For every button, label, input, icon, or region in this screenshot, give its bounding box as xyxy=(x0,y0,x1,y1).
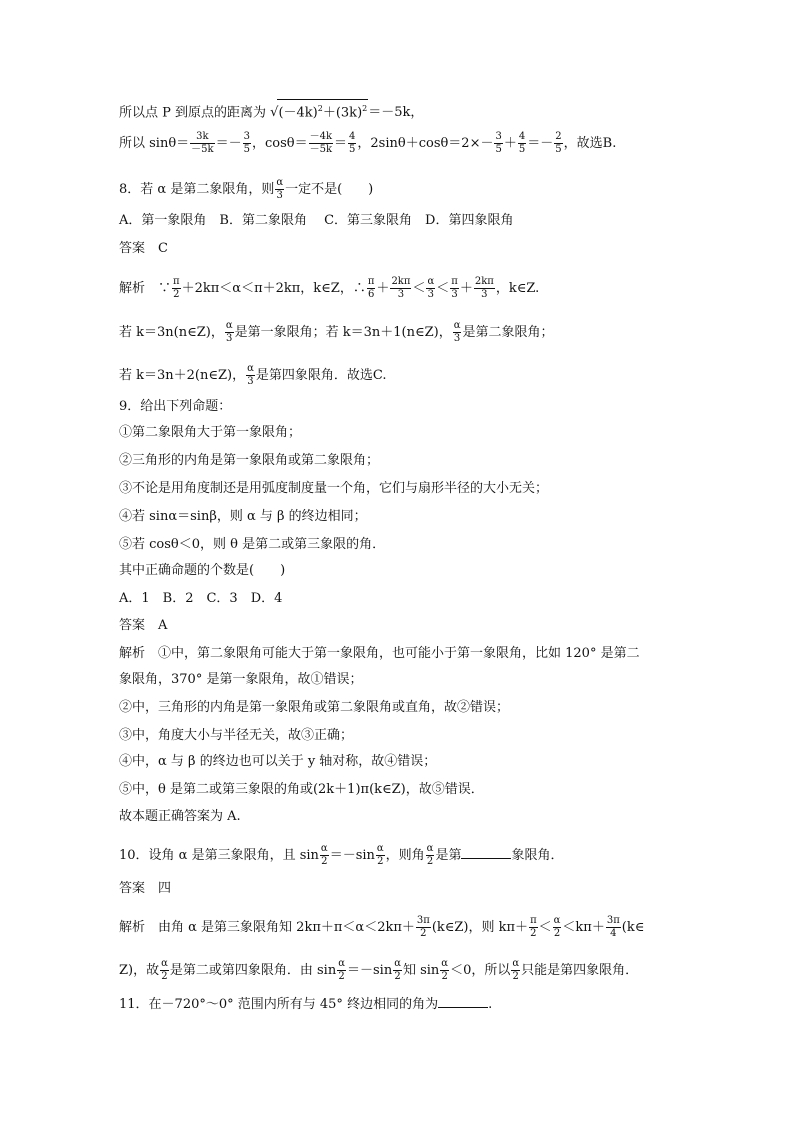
question-10-analysis-2: Z)，故 $\frac{\alpha}{2}$ 是第二或第四象限角．由 sin $\frac{\alpha}{2}$ ＝－sin $\frac{\alpha}{2}$ 知 sin $\frac{\alpha}{2}$ ＜0，所以 $\frac{\alpha}{2}$ 只能是第四象限角． xyxy=(119,958,639,982)
question-8-analysis-1: 解析 ∵ $\frac{\pi}{2}$ ＋2kπ＜α＜π＋2kπ，k∈Z，∴ $\frac{\pi}{6}$ ＋ $\frac{2k\pi}{3}$ ＜ $\frac{\alpha}{3}$ ＜ $\frac{\pi}{3}$ ＋ $\frac{2k\pi}{3}$ ，k∈Z. xyxy=(119,276,540,300)
question-9-statement-4: ④若 sinα＝sinβ，则 α 与 β 的终边相同； xyxy=(119,509,367,524)
question-9-statement-1: ①第二象限角大于第一象限角； xyxy=(119,425,302,440)
question-9-analysis-1: 解析 ①中，第二象限角可能大于第一象限角，也可能小于第一象限角，比如 120° 是第二 xyxy=(119,646,640,661)
question-9-analysis-7: 故本题正确答案为 A. xyxy=(119,809,241,824)
question-9-statement-5: ⑤若 cosθ＜0，则 θ 是第二或第三象限的角． xyxy=(119,537,386,552)
question-10-analysis-1: 解析 由角 α 是第三象限角知 2kπ＋π＜α＜2kπ＋ $\frac{3\pi}{2}$ (k∈Z)，则 kπ＋ $\frac{\pi}{2}$ ＜ $\frac{\alpha}{2}$ ＜kπ＋ $\frac{3\pi}{4}$ (k∈ xyxy=(119,915,645,939)
text: 所以点 P 到原点的距离为 xyxy=(119,105,267,121)
question-9-statement-2: ②三角形的内角是第一象限角或第二象限角； xyxy=(119,453,380,468)
question-9-statement-3: ③不论是用角度制还是用弧度制度量一个角，它们与扇形半径的大小无关； xyxy=(119,481,549,496)
question-9-analysis-6: ⑤中，θ 是第二或第三象限的角或(2k＋1)π(k∈Z)，故⑤错误． xyxy=(119,782,484,797)
sqrt-expression: $√(-4k)^2+(3k)^2=-5k$， xyxy=(270,105,423,120)
question-10-answer: 答案 四 xyxy=(119,881,172,896)
question-9: 9．给出下列命题： xyxy=(119,399,232,414)
fill-blank[interactable] xyxy=(438,995,488,1008)
question-9-analysis-3: ②中，三角形的内角是第一象限角或第二象限角或直角，故②错误； xyxy=(119,700,510,715)
question-8: 8．若 α 是第二象限角，则 $\frac{\alpha}{3}$ 一定不是( ) xyxy=(119,177,374,201)
question-11: 11．在－720°～0° 范围内所有与 45° 终边相同的角为 . xyxy=(119,997,493,1012)
question-9-analysis-4: ③中，角度大小与半径无关，故③正确； xyxy=(119,728,354,743)
question-9-options: A．1 B．2 C．3 D．4 xyxy=(119,591,283,606)
question-8-answer: 答案 C xyxy=(119,241,168,256)
question-8-analysis-3: 若 k＝3n＋2(n∈Z)， $\frac{\alpha}{3}$ 是第四象限角．故选C. xyxy=(119,363,387,387)
question-8-options: A．第一象限角 B．第二象限角 C．第三象限角 D．第四象限角 xyxy=(119,213,514,228)
question-8-analysis-2: 若 k＝3n(n∈Z)， $\frac{\alpha}{3}$ 是第一象限角；若 k＝3n＋1(n∈Z)， $\frac{\alpha}{3}$ 是第二象限角； xyxy=(119,320,554,344)
line-sin-cos: 所以 sinθ＝ $\frac{3k}{-5k}$ ＝－ $\frac{3}{5}$ ，cosθ＝ $\frac{-4k}{-5k}$ ＝ $\frac{4}{5}$ ，2sinθ＋cosθ＝2×－ $\frac{3}{5}$ ＋ $\frac{4}{5}$ ＝－ $\frac{2}{5}$ ，故选B. xyxy=(119,131,617,155)
question-10: 10．设角 α 是第三象限角，且 sin $\frac{\alpha}{2}$ ＝－sin $\frac{\alpha}{2}$ ，则角 $\frac{\alpha}{2}$ 是第 象限角． xyxy=(119,843,564,867)
question-9-answer: 答案 A xyxy=(119,618,168,633)
question-9-analysis-2: 象限角，370° 是第一象限角，故①错误； xyxy=(119,672,363,687)
question-9-ask: 其中正确命题的个数是( ) xyxy=(119,563,286,578)
line-distance xyxy=(119,99,679,122)
fill-blank[interactable] xyxy=(461,846,511,859)
question-9-analysis-5: ④中，α 与 β 的终边也可以关于 y 轴对称，故④错误； xyxy=(119,754,437,769)
